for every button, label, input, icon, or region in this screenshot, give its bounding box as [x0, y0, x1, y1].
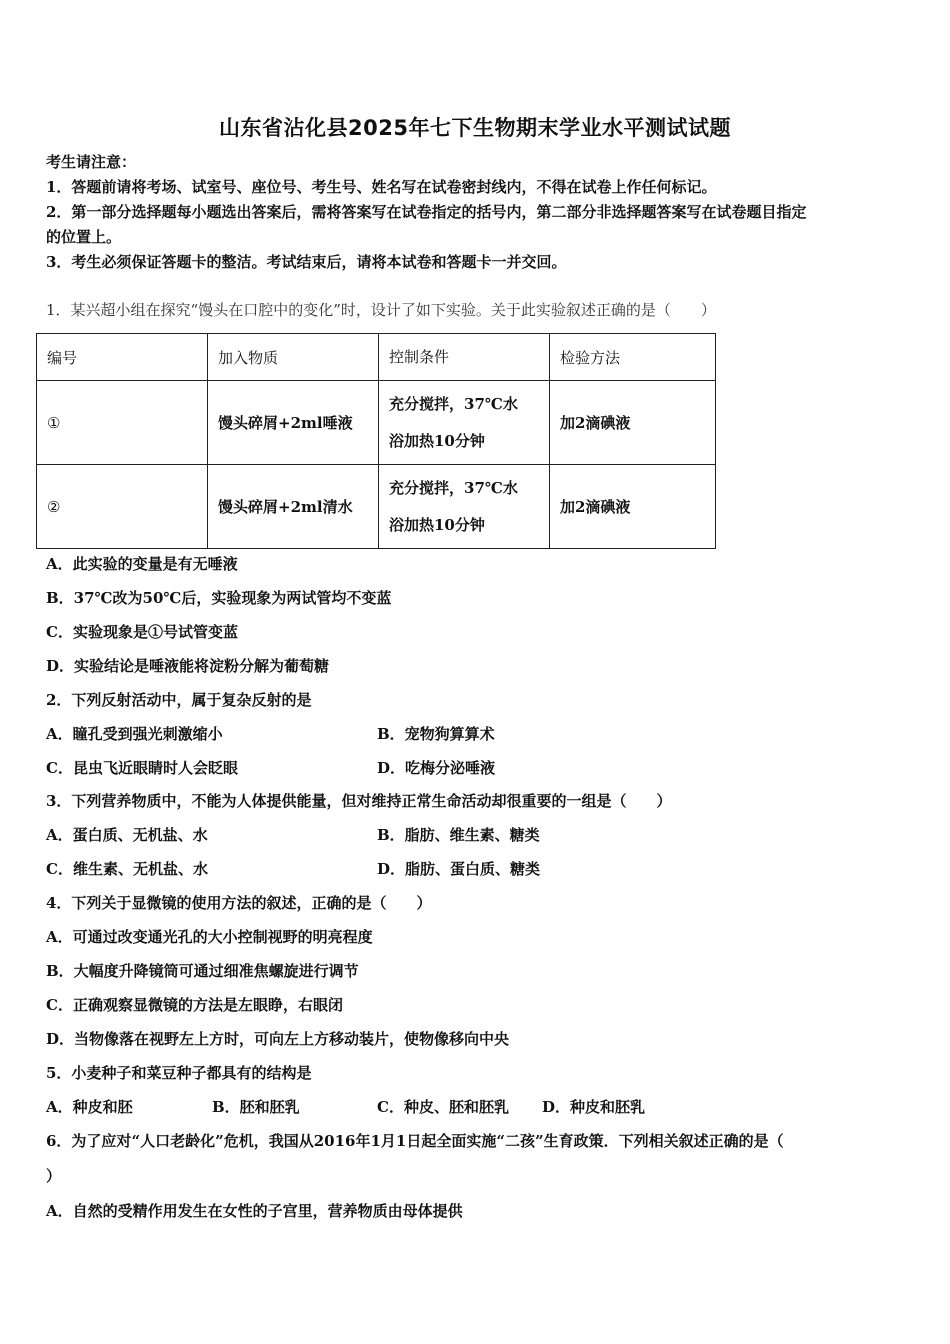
header-condition: 控制条件 — [379, 334, 550, 381]
page-title: 山东省沾化县2025年七下生物期末学业水平测试试题 — [219, 116, 731, 140]
notice-item-2: 2．第一部分选择题每小题选出答案后，需将答案写在试卷指定的括号内，第二部分非选择题答案写在试卷题目指定 — [46, 203, 807, 221]
q4-stem: 4．下列关于显微镜的使用方法的叙述，正确的是（ ） — [46, 894, 432, 912]
row1-condition-line2: 浴加热10分钟 — [389, 431, 485, 450]
q4-option-d: D．当物像落在视野左上方时，可向左上方移动装片，使物像移向中央 — [46, 1030, 510, 1048]
row2-condition — [379, 465, 550, 549]
row1-substance: 馒头碎屑+2ml唾液 — [208, 381, 379, 465]
row1-id: ① — [37, 381, 208, 465]
q5-stem: 5．小麦种子和菜豆种子都具有的结构是 — [46, 1064, 312, 1082]
row2-method: 加2滴碘液 — [550, 465, 716, 549]
notice-heading: 考生请注意： — [46, 153, 137, 171]
q4-option-b: B．大幅度升降镜筒可通过细准焦螺旋进行调节 — [46, 962, 359, 980]
header-substance: 加入物质 — [208, 334, 379, 381]
q5-option-b: B．胚和胚乳 — [212, 1098, 300, 1116]
q4-option-c: C．正确观察显微镜的方法是左眼睁，右眼闭 — [46, 996, 343, 1014]
row2-condition-line1: 充分搅拌，37℃水 — [389, 478, 518, 497]
table-header-row — [37, 334, 716, 381]
q5-option-a: A．种皮和胚 — [46, 1098, 133, 1116]
header-method: 检验方法 — [550, 334, 716, 381]
table-row — [37, 465, 716, 549]
q6-option-a: A．自然的受精作用发生在女性的子宫里，营养物质由母体提供 — [46, 1202, 463, 1220]
notice-item-2-cont: 的位置上。 — [46, 228, 122, 246]
q3-stem: 3．下列营养物质中，不能为人体提供能量，但对维持正常生命活动却很重要的一组是（ ） — [46, 792, 672, 810]
notice-item-1: 1．答题前请将考场、试室号、座位号、考生号、姓名写在试卷密封线内，不得在试卷上作任何标记。 — [46, 178, 717, 196]
row1-method: 加2滴碘液 — [550, 381, 716, 465]
q2-option-a: A．瞳孔受到强光刺激缩小 — [46, 725, 223, 743]
q1-stem: 1．某兴超小组在探究“馒头在口腔中的变化”时，设计了如下实验。关于此实验叙述正确的是（ ） — [46, 301, 716, 319]
q1-option-d: D．实验结论是唾液能将淀粉分解为葡萄糖 — [46, 657, 330, 675]
header-id: 编号 — [37, 334, 208, 381]
table-row — [37, 381, 716, 465]
q3-option-d: D．脂肪、蛋白质、糖类 — [377, 860, 541, 878]
q3-option-b: B．脂肪、维生素、糖类 — [377, 826, 540, 844]
q3-option-c: C．维生素、无机盐、水 — [46, 860, 208, 878]
q1-option-b: B．37℃改为50℃后，实验现象为两试管均不变蓝 — [46, 589, 392, 607]
q3-option-a: A．蛋白质、无机盐、水 — [46, 826, 208, 844]
q1-option-c: C．实验现象是①号试管变蓝 — [46, 623, 238, 641]
row1-condition — [379, 381, 550, 465]
q4-option-a: A．可通过改变通光孔的大小控制视野的明亮程度 — [46, 928, 373, 946]
q2-option-b: B．宠物狗算算术 — [377, 725, 495, 743]
q5-option-c: C．种皮、胚和胚乳 — [377, 1098, 509, 1116]
experiment-table — [36, 333, 716, 549]
q2-option-c: C．昆虫飞近眼睛时人会眨眼 — [46, 759, 238, 777]
row1-condition-line1: 充分搅拌，37℃水 — [389, 394, 518, 413]
q1-option-a: A．此实验的变量是有无唾液 — [46, 555, 238, 573]
row2-id: ② — [37, 465, 208, 549]
q6-stem-cont: ） — [46, 1167, 62, 1185]
notice-item-3: 3．考生必须保证答题卡的整洁。考试结束后，请将本试卷和答题卡一并交回。 — [46, 253, 567, 271]
q6-stem: 6．为了应对“人口老龄化”危机，我国从2016年1月1日起全面实施“二孩”生育政策．下列相关叙述正确的是（ — [46, 1132, 784, 1150]
row2-substance: 馒头碎屑+2ml清水 — [208, 465, 379, 549]
q2-option-d: D．吃梅分泌唾液 — [377, 759, 496, 777]
row2-condition-line2: 浴加热10分钟 — [389, 515, 485, 534]
q2-stem: 2．下列反射活动中，属于复杂反射的是 — [46, 691, 312, 709]
q5-option-d: D．种皮和胚乳 — [542, 1098, 646, 1116]
